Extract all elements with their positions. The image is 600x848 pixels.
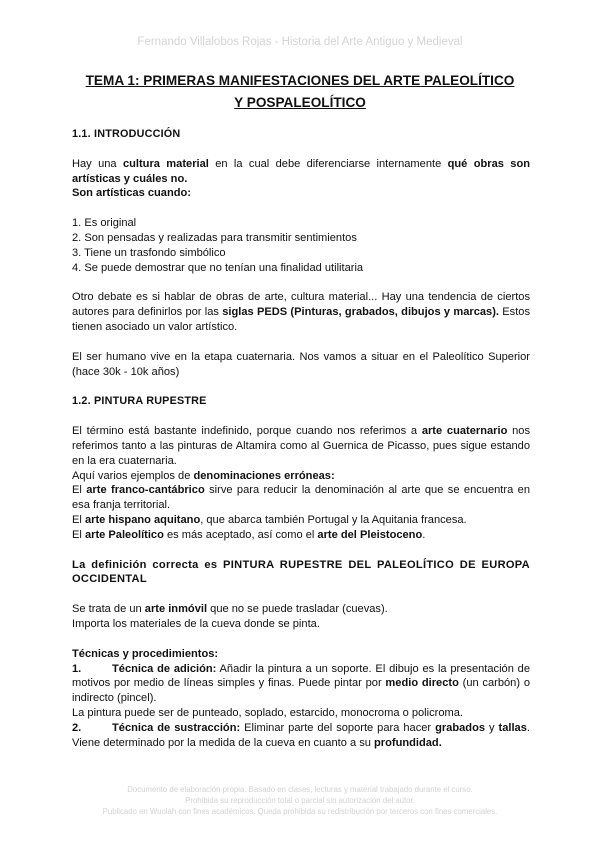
- footer-line: Publicado en Wuolah con fines académicos. Queda prohibida su redistribución por terceros con fines comerciales.: [102, 806, 498, 816]
- footer-line: Documento de elaboración propia. Basado en clases, lecturas y material trabajado durante el curso.: [127, 785, 473, 794]
- page-header: Fernando Villalobos Rojas - Historia del Arte Antiguo y Medieval: [137, 36, 463, 48]
- paragraph-ejemplos: Aquí varios ejemplos de denominaciones erróneas:: [72, 469, 335, 482]
- list-item: 4. Se puede demostrar que no tenían una finalidad utilitaria: [72, 261, 364, 274]
- section-heading-introduccion: 1.1. INTRODUCCIÓN: [72, 128, 181, 140]
- page-footer: [0, 785, 600, 817]
- paragraph-pintura-tipos: La pintura puede ser de punteado, soplado, estarcido, monocroma o policroma.: [72, 706, 463, 719]
- document-title: [40, 70, 560, 114]
- list-item: 2. Son pensadas y realizadas para transmitir sentimientos: [72, 231, 357, 244]
- paragraph-cuaternaria: El ser humano vive en la etapa cuaternaria. Nos vamos a situar en el Paleolítico Superior (hace 30k - 10k años): [72, 350, 530, 378]
- paragraph-paleolitico: El arte Paleolítico es más aceptado, así como el arte del Pleistoceno.: [72, 528, 426, 541]
- section-heading-pintura-rupestre: 1.2. PINTURA RUPESTRE: [72, 395, 207, 408]
- subheading-tecnicas: Técnicas y procedimientos:: [72, 647, 219, 660]
- document-body: [72, 127, 530, 750]
- paragraph-tecnica-sustraccion: 2. Técnica de sustracción: Eliminar parte del soporte para hacer grabados y tallas. Viene determinado por la medida de la cueva en cuanto a su profundidad.: [72, 721, 530, 749]
- footer-line: Prohibida su reproducción total o parcial sin autorización del autor.: [185, 795, 415, 805]
- paragraph-materiales: Importa los materiales de la cueva donde se pinta.: [72, 617, 320, 630]
- list-item: 3. Tiene un trasfondo simbólico: [72, 246, 226, 259]
- paragraph-franco-cantabrico: El arte franco-cantábrico sirve para reducir la denominación al arte que se encuentra en esa franja territorial.: [72, 484, 530, 512]
- paragraph-debate: Otro debate es si hablar de obras de arte, cultura material... Hay una tendencia de ciertos autores para definirlos por las siglas PEDS (Pinturas, grabados, dibujos y marcas). Estos tienen asociado un valor artístico.: [72, 291, 531, 333]
- paragraph-son-artisticas: Son artísticas cuando:: [72, 187, 191, 200]
- paragraph-termino: El término está bastante indefinido, porque cuando nos referimos a arte cuaternario nos referimos tanto a las pinturas de Altamira como al Guernica de Picasso, pues sigue estando en la era cuaternaria.: [72, 425, 531, 467]
- list-item: 1. Es original: [72, 217, 137, 230]
- paragraph-hispano-aquitano: El arte hispano aquitano, que abarca también Portugal y la Aquitania francesa.: [72, 513, 467, 526]
- paragraph-cultura-material: Hay una cultura material en la cual debe diferenciarse internamente qué obras son artísticas y cuáles no.: [72, 157, 530, 185]
- paragraph-tecnica-adicion: 1. Técnica de adición: Añadir la pintura a un soporte. El dibujo es la presentación de motivos por medio de líneas simples y finas. Puede pintar por medio directo (un carbón) o indirecto (pincel).: [72, 662, 531, 705]
- title-line-1: TEMA 1: PRIMERAS MANIFESTACIONES DEL ARTE PALEOLÍTICO: [85, 73, 515, 88]
- title-line-2: Y POSPALEOLÍTICO: [234, 95, 366, 110]
- paragraph-definicion: La definición correcta es PINTURA RUPESTRE DEL PALEOLÍTICO DE EUROPA OCCIDENTAL: [72, 558, 530, 586]
- paragraph-arte-inmovil: Se trata de un arte inmóvil que no se puede trasladar (cuevas).: [72, 603, 388, 616]
